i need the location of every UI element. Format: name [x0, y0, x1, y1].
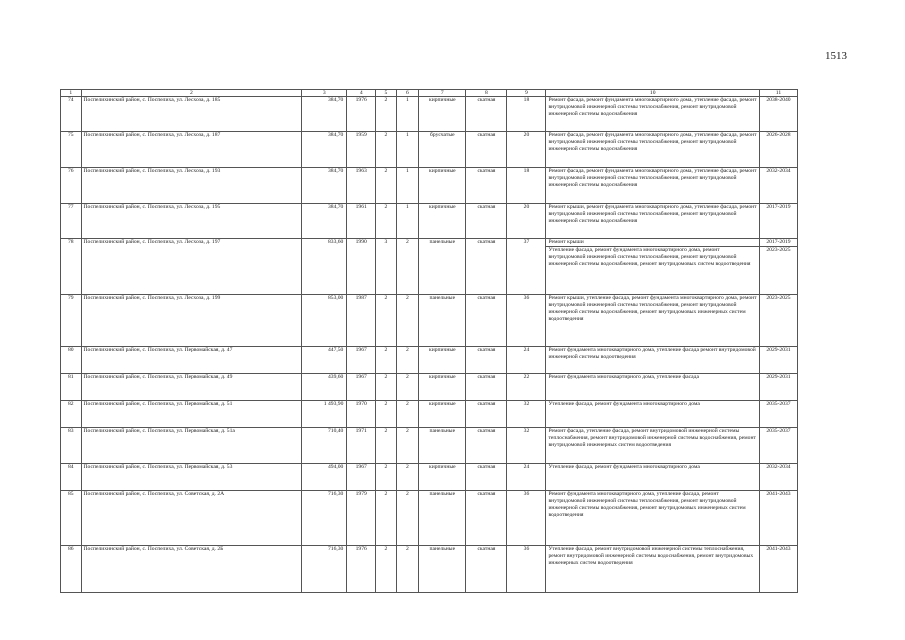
works-text: Ремонт фундамента многоквартирного дома, утепление фасада, ремонт внутридомовой инженерной системы теплоснабжения, ремонт внутридомовой инженерной системы водоснабжения, ремонт внутридомовых инженерных систем водоотведения [548, 491, 746, 519]
entrances-cell: 2 [396, 347, 419, 374]
period-cell [759, 491, 797, 546]
period-value: 2026-2028 [766, 132, 791, 138]
works-cell [546, 401, 760, 428]
works-cell [546, 428, 760, 464]
count-cell: 36 [507, 295, 546, 347]
period-cell [759, 168, 797, 204]
count-cell: 20 [507, 204, 546, 239]
wall-material-cell: панельные [419, 546, 466, 593]
works-cell [546, 239, 760, 295]
address-cell: Поспелихинский район, с. Поспелиха, ул. Лесхоза, д. 193 [81, 168, 302, 204]
floors-cell: 2 [376, 546, 397, 593]
works-text: Ремонт фасада, ремонт фундамента многоквартирного дома, утепление фасада, ремонт внутридомовой инженерной системы теплоснабжения, ремонт внутридомовой инженерной системы водоснабжения [548, 132, 757, 153]
table-row [61, 168, 798, 204]
count-cell: 32 [507, 401, 546, 428]
works-cell [546, 168, 760, 204]
roof-type-cell: скатная [466, 464, 507, 491]
works-cell [546, 546, 760, 593]
period-value: 2029-2031 [766, 374, 791, 380]
address-cell: Поспелихинский район, с. Поспелиха, ул. Лесхоза, д. 185 [81, 97, 302, 132]
address-cell: Поспелихинский район, с. Поспелиха, ул. Лесхоза, д. 197 [81, 239, 302, 295]
roof-type-cell: скатная [466, 491, 507, 546]
period-value: 2041-2043 [766, 546, 791, 552]
period-cell [759, 239, 797, 295]
entrances-cell: 2 [396, 491, 419, 546]
period-value: 2032-2034 [766, 168, 791, 174]
year-cell: 1976 [347, 546, 376, 593]
count-cell: 36 [507, 546, 546, 593]
period-value: 2041-2043 [766, 491, 791, 497]
row-number: 78 [61, 239, 82, 295]
address-cell: Поспелихинский район, с. Поспелиха, ул. Лесхоза, д. 195 [81, 204, 302, 239]
wall-material-cell: панельные [419, 239, 466, 295]
period-value: 2029-2031 [766, 347, 791, 353]
count-cell: 18 [507, 97, 546, 132]
count-cell: 24 [507, 347, 546, 374]
row-number: 79 [61, 295, 82, 347]
column-number: 1 [61, 90, 82, 97]
period-value: 2017-2019 [766, 204, 791, 210]
period-cell [759, 97, 797, 132]
year-cell: 1967 [347, 464, 376, 491]
housing-register-table [60, 89, 798, 593]
floors-cell: 2 [376, 401, 397, 428]
wall-material-cell: кирпичные [419, 374, 466, 401]
table-row [61, 239, 798, 295]
wall-material-cell: кирпичные [419, 401, 466, 428]
period-cell [759, 347, 797, 374]
entrances-cell: 1 [396, 204, 419, 239]
period-value: 2023-2025 [760, 246, 797, 254]
address-cell: Поспелихинский район, с. Поспелиха, ул. Советская, д. 2А [81, 491, 302, 546]
floors-cell: 2 [376, 132, 397, 168]
row-number: 74 [61, 97, 82, 132]
works-text-secondary: Утепление фасада, ремонт фундамента многоквартирного дома, ремонт внутридомовой инженерной системы теплоснабжения, ремонт внутридомовой инженерной системы водоснабжения, ремонт внутридомовых систем водоотведения [546, 246, 759, 268]
count-cell: 32 [507, 428, 546, 464]
row-number: 76 [61, 168, 82, 204]
address-cell: Поспелихинский район, с. Поспелиха, ул. Первомайская, д. 53 [81, 464, 302, 491]
row-number: 81 [61, 374, 82, 401]
row-number: 84 [61, 464, 82, 491]
period-cell [759, 546, 797, 593]
table-row [61, 204, 798, 239]
works-cell [546, 97, 760, 132]
works-text: Ремонт крыши [548, 239, 584, 245]
count-cell: 18 [507, 168, 546, 204]
period-value: 2023-2025 [766, 295, 791, 301]
works-text: Утепление фасада, ремонт фундамента многоквартирного дома [548, 401, 700, 407]
column-number: 9 [507, 90, 546, 97]
floors-cell: 2 [376, 347, 397, 374]
column-number: 2 [81, 90, 302, 97]
floors-cell: 2 [376, 97, 397, 132]
period-value: 2035-2037 [766, 428, 791, 434]
floors-cell: 2 [376, 204, 397, 239]
period-value: 2032-2034 [766, 464, 791, 470]
entrances-cell: 1 [396, 168, 419, 204]
period-cell [759, 374, 797, 401]
address-cell: Поспелихинский район, с. Поспелиха, ул. Первомайская, д. 49 [81, 374, 302, 401]
row-number: 77 [61, 204, 82, 239]
address-cell: Поспелихинский район, с. Поспелиха, ул. Советская, д. 2Б [81, 546, 302, 593]
wall-material-cell: панельные [419, 428, 466, 464]
column-number: 3 [302, 90, 347, 97]
floors-cell: 3 [376, 239, 397, 295]
address-cell: Поспелихинский район, с. Поспелиха, ул. Лесхоза, д. 199 [81, 295, 302, 347]
entrances-cell: 2 [396, 546, 419, 593]
area-cell: 384,70 [302, 132, 347, 168]
column-number: 5 [376, 90, 397, 97]
row-number: 82 [61, 401, 82, 428]
period-value: 2017-2019 [766, 239, 791, 245]
works-cell [546, 204, 760, 239]
area-cell: 494,00 [302, 464, 347, 491]
area-cell: 384,70 [302, 204, 347, 239]
roof-type-cell: скатная [466, 204, 507, 239]
address-cell: Поспелихинский район, с. Поспелиха, ул. Лесхоза, д. 187 [81, 132, 302, 168]
works-cell [546, 374, 760, 401]
works-text: Утепление фасада, ремонт фундамента многоквартирного дома [548, 464, 700, 470]
wall-material-cell: кирпичные [419, 204, 466, 239]
entrances-cell: 1 [396, 97, 419, 132]
count-cell: 22 [507, 374, 546, 401]
address-cell: Поспелихинский район, с. Поспелиха, ул. Первомайская, д. 47 [81, 347, 302, 374]
count-cell: 37 [507, 239, 546, 295]
roof-type-cell: скатная [466, 239, 507, 295]
period-cell [759, 401, 797, 428]
year-cell: 1961 [347, 204, 376, 239]
floors-cell: 2 [376, 168, 397, 204]
works-cell [546, 464, 760, 491]
period-value: 2038-2040 [766, 97, 791, 103]
period-cell [759, 204, 797, 239]
roof-type-cell: скатная [466, 97, 507, 132]
roof-type-cell: скатная [466, 295, 507, 347]
period-cell [759, 132, 797, 168]
entrances-cell: 2 [396, 374, 419, 401]
floors-cell: 2 [376, 464, 397, 491]
table-row [61, 347, 798, 374]
area-cell: 384,70 [302, 97, 347, 132]
entrances-cell: 2 [396, 239, 419, 295]
table-row [61, 546, 798, 593]
table-row [61, 464, 798, 491]
year-cell: 1987 [347, 295, 376, 347]
year-cell: 1979 [347, 491, 376, 546]
column-number: 11 [759, 90, 797, 97]
table-row [61, 428, 798, 464]
table-row [61, 401, 798, 428]
roof-type-cell: скатная [466, 132, 507, 168]
works-text: Ремонт фасада, утепление фасада, ремонт внутридомовой инженерной системы теплоснабжения, ремонт внутридомовой инженерной системы водоснабжения, ремонт внутридомовой инженерных систем водоотведения [548, 428, 756, 449]
row-number: 83 [61, 428, 82, 464]
works-cell [546, 491, 760, 546]
area-cell: 716,30 [302, 491, 347, 546]
table-row [61, 295, 798, 347]
address-cell: Поспелихинский район, с. Поспелиха, ул. Первомайская, д. 51 [81, 401, 302, 428]
floors-cell: 2 [376, 295, 397, 347]
period-cell [759, 428, 797, 464]
area-cell: 853,00 [302, 295, 347, 347]
roof-type-cell: скатная [466, 546, 507, 593]
works-text: Ремонт крыши, утепление фасада, ремонт фундамента многоквартирного дома, ремонт внутридомовой инженерной системы теплоснабжения, ремонт внутридомовой инженерной системы водоснабжения, ремонт внутридомовых инженерных систем водоотведения [548, 295, 757, 323]
area-cell: 439,60 [302, 374, 347, 401]
count-cell: 20 [507, 132, 546, 168]
column-numbers-row [61, 90, 798, 97]
works-text: Ремонт фундамента многоквартирного дома, утепление фасада ремонт внутридомовой инженерной системы водоотведения [548, 347, 756, 361]
year-cell: 1963 [347, 168, 376, 204]
column-number: 8 [466, 90, 507, 97]
works-text: Ремонт крыши, ремонт фундамента многоквартирного дома, утепление фасада, ремонт внутридомовой инженерной системы теплоснабжения, ремонт внутридомовой инженерной системы водоснабжения [548, 204, 757, 225]
works-text: Ремонт фундамента многоквартирного дома, утепление фасада [548, 374, 699, 380]
wall-material-cell: кирпичные [419, 347, 466, 374]
area-cell: 833,60 [302, 239, 347, 295]
floors-cell: 2 [376, 491, 397, 546]
roof-type-cell: скатная [466, 374, 507, 401]
works-cell [546, 132, 760, 168]
count-cell: 24 [507, 464, 546, 491]
row-number: 86 [61, 546, 82, 593]
count-cell: 36 [507, 491, 546, 546]
works-text: Ремонт фасада, ремонт фундамента многоквартирного дома, утепление фасада, ремонт внутридомовой инженерной системы теплоснабжения, ремонт внутридомовой инженерной системы водоснабжения [548, 97, 757, 118]
wall-material-cell: панельные [419, 491, 466, 546]
column-number: 6 [396, 90, 419, 97]
works-cell [546, 347, 760, 374]
roof-type-cell: скатная [466, 401, 507, 428]
works-cell [546, 295, 760, 347]
year-cell: 1971 [347, 428, 376, 464]
wall-material-cell: брусчатые [419, 132, 466, 168]
row-number: 85 [61, 491, 82, 546]
year-cell: 1990 [347, 239, 376, 295]
table-row [61, 97, 798, 132]
roof-type-cell: скатная [466, 428, 507, 464]
wall-material-cell: панельные [419, 295, 466, 347]
works-text: Ремонт фасада, ремонт фундамента многоквартирного дома, утепление фасада, ремонт внутридомовой инженерной системы теплоснабжения, ремонт внутридомовой инженерной системы водоснабжения [548, 168, 757, 189]
year-cell: 1970 [347, 401, 376, 428]
period-cell [759, 295, 797, 347]
entrances-cell: 2 [396, 401, 419, 428]
roof-type-cell: скатная [466, 168, 507, 204]
works-text: Утепление фасада, ремонт внутридомовой инженерной системы теплоснабжения, ремонт внутридомовой инженерной системы водоснабжения, ремонт внутридомовых инженерных систем водоотведения [548, 546, 754, 567]
column-number: 4 [347, 90, 376, 97]
table-row [61, 491, 798, 546]
row-number: 75 [61, 132, 82, 168]
roof-type-cell: скатная [466, 347, 507, 374]
entrances-cell: 2 [396, 464, 419, 491]
year-cell: 1976 [347, 97, 376, 132]
entrances-cell: 2 [396, 295, 419, 347]
area-cell: 447,50 [302, 347, 347, 374]
period-cell [759, 464, 797, 491]
entrances-cell: 1 [396, 132, 419, 168]
column-number: 10 [546, 90, 760, 97]
area-cell: 710,40 [302, 428, 347, 464]
area-cell: 1 493,90 [302, 401, 347, 428]
period-value: 2035-2037 [766, 401, 791, 407]
page-number: 1513 [825, 50, 847, 62]
address-cell: Поспелихинский район, с. Поспелиха, ул. Первомайская, д. 51а [81, 428, 302, 464]
table-row [61, 374, 798, 401]
wall-material-cell: кирпичные [419, 97, 466, 132]
table-row [61, 132, 798, 168]
area-cell: 716,30 [302, 546, 347, 593]
column-number: 7 [419, 90, 466, 97]
year-cell: 1967 [347, 374, 376, 401]
wall-material-cell: кирпичные [419, 168, 466, 204]
year-cell: 1967 [347, 347, 376, 374]
area-cell: 384,70 [302, 168, 347, 204]
year-cell: 1959 [347, 132, 376, 168]
floors-cell: 2 [376, 428, 397, 464]
wall-material-cell: кирпичные [419, 464, 466, 491]
entrances-cell: 2 [396, 428, 419, 464]
row-number: 80 [61, 347, 82, 374]
floors-cell: 2 [376, 374, 397, 401]
